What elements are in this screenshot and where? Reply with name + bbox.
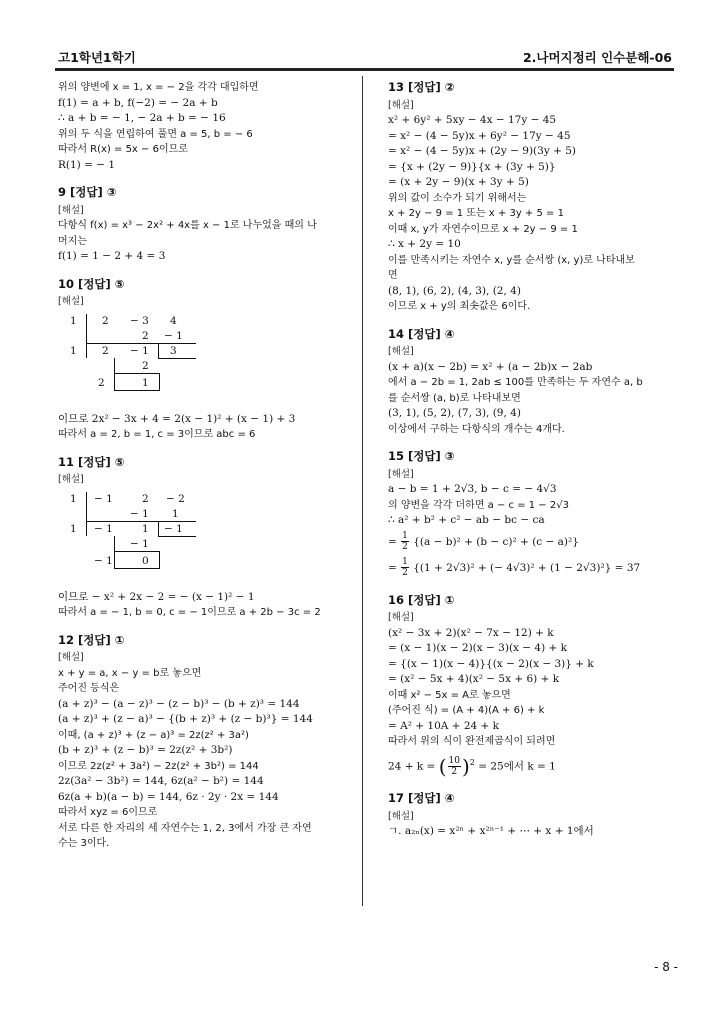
text-line: = (x² − 5x + 4)(x² − 5x + 6) + k <box>388 673 560 685</box>
haeseol-label: [해설] <box>58 652 84 663</box>
fraction <box>448 756 461 777</box>
synth-cell: − 1 <box>94 554 113 567</box>
synth-cell: − 1 <box>164 522 183 535</box>
text-line: 주어진 등식은 <box>58 683 120 694</box>
text-line: 머지는 <box>58 235 87 247</box>
haeseol-label: [해설] <box>58 474 84 485</box>
text-line: 이므로 x + y의 최솟값은 6이다. <box>388 301 531 312</box>
equation-body: {(a − b)² + (b − c)² + (c − a)²} <box>413 535 579 548</box>
header-rule <box>55 68 674 71</box>
text-line: 를 순서쌍 (a, b)로 나타내보면 <box>388 392 521 404</box>
numerator: 10 <box>448 755 460 766</box>
haeseol-label: [해설] <box>388 468 414 480</box>
synthetic-division <box>58 314 354 402</box>
text-line: 위의 값이 소수가 되기 위해서는 <box>388 192 527 204</box>
equals-sign: = <box>388 535 397 548</box>
text-line: 따라서 a = 2, b = 1, c = 3이므로 abc = 6 <box>58 429 256 440</box>
text-line: = (x + 2y − 9)(x + 3y + 5) <box>388 176 529 188</box>
text-line: ∴ x + 2y = 10 <box>388 238 461 250</box>
text-line: x² + 6y² + 5xy − 4x − 17y − 45 <box>388 114 557 126</box>
text-line: 이므로 2z(z² + 3a²) − 2z(z² + 3b²) = 144 <box>58 760 259 772</box>
text-line: 이를 만족시키는 자연수 x, y를 순서쌍 (x, y)로 나타내보 <box>388 254 635 266</box>
synth-rule <box>114 390 160 391</box>
synth-cell: 1 <box>172 507 179 520</box>
synth-cell: − 1 <box>94 522 113 535</box>
synth-rule <box>86 343 196 344</box>
haeseol-label: [해설] <box>388 612 414 623</box>
synth-cell: − 1 <box>164 329 183 342</box>
synth-rule <box>159 373 160 391</box>
synth-cell: 2 <box>102 344 109 357</box>
denominator: 2 <box>451 766 458 777</box>
text-line: 다항식 f(x) = x³ − 2x² + 4x를 x − 1로 나누었을 때의 나 <box>58 220 317 231</box>
equation-line <box>388 555 678 581</box>
question-17 <box>388 791 678 840</box>
synth-cell: 1 <box>142 522 149 535</box>
text-line: 따라서 R(x) = 5x − 6이므로 <box>58 144 188 155</box>
right-column <box>388 80 678 840</box>
synth-cell: 1 <box>70 344 77 357</box>
text-line: = {(x − 1)(x − 4)}{(x − 2)(x − 3)} + k <box>388 657 594 670</box>
synth-rule <box>114 536 115 569</box>
question-title: 9 [정답] ③ <box>58 185 117 199</box>
synth-cell: 4 <box>170 314 177 327</box>
denominator: 2 <box>402 542 408 552</box>
equation-suffix: = 25에서 k = 1 <box>478 760 556 772</box>
question-14 <box>388 327 678 438</box>
text-line: 6z(a + b)(a − b) = 144, 6z · 2y · 2x = 144 <box>58 790 279 803</box>
text-line: x + 2y − 9 = 1 또는 x + 3y + 5 = 1 <box>388 208 564 219</box>
text-line: = x² − (4 − 5y)x + 6y² − 17y − 45 <box>388 129 571 142</box>
equation-prefix: 24 + k = <box>388 760 436 772</box>
text-line: 2z(3a² − 3b²) = 144, 6z(a² − b²) = 144 <box>58 775 264 787</box>
text-line: (a + z)³ + (z − a)³ − {(b + z)³ + (z − b)³} = 144 <box>58 713 313 725</box>
text-line: R(1) = − 1 <box>58 158 116 171</box>
text-line: 서로 다른 한 자리의 세 자연수는 1, 2, 3에서 가장 큰 자연 <box>58 822 312 834</box>
text-line: 따라서 위의 식이 완전제곱식이 되려면 <box>388 736 556 747</box>
synth-cell: 1 <box>70 522 77 535</box>
question-title: 14 [정답] ④ <box>388 326 455 341</box>
text-line: (a + z)³ − (a − z)³ − (z − b)³ − (b + z)³ = 144 <box>58 697 300 710</box>
text-line: 에서 a − 2b = 1, 2ab ≤ 100를 만족하는 두 자연수 a, b <box>388 377 643 388</box>
synth-rule <box>158 536 196 537</box>
synth-cell: − 1 <box>130 344 149 357</box>
synth-rule <box>114 551 160 552</box>
denominator: 2 <box>402 568 408 578</box>
left-column <box>58 80 354 852</box>
column-divider <box>362 76 363 906</box>
text-line: x + y = a, x − y = b로 놓으면 <box>58 667 202 679</box>
text-line: (x + a)(x − 2b) = x² + (a − 2b)x − 2ab <box>388 360 593 373</box>
question-11 <box>58 455 354 621</box>
text-line: f(1) = 1 − 2 + 4 = 3 <box>58 250 166 262</box>
text-line: a − b = 1 + 2√3, b − c = − 4√3 <box>388 483 557 495</box>
text-line: 이때 x, y가 자연수이므로 x + 2y − 9 = 1 <box>388 223 578 235</box>
synthetic-division <box>58 492 354 580</box>
text-line: 이때, (a + z)³ + (z − a)³ = 2z(z² + 3a²) <box>58 729 249 741</box>
text-line: (b + z)³ + (z − b)³ = 2z(z² + 3b²) <box>58 744 233 756</box>
synth-cell: 1 <box>70 492 77 505</box>
equation-line <box>388 529 678 555</box>
question-13 <box>388 80 678 315</box>
text-line: 따라서 xyz = 6이므로 <box>58 807 158 818</box>
header-left-title: 고1학년1학기 <box>58 50 136 65</box>
text-line: 면 <box>388 270 398 281</box>
equation-line: 24 + k = ( $\frac{10}{2}$ )$^2$ = 25에서 k = 1 <box>388 754 556 778</box>
question-title: 15 [정답] ③ <box>388 449 455 463</box>
text-line: 위의 두 식을 연립하여 풀면 a = 5, b = − 6 <box>58 128 253 140</box>
question-title: 17 [정답] ④ <box>388 791 455 805</box>
question-9 <box>58 185 354 265</box>
fraction <box>401 557 409 578</box>
haeseol-label: [해설] <box>388 346 414 357</box>
text-line: ㄱ. a₂ₙ(x) = x²ⁿ + x²ⁿ⁻¹ + ⋯ + x + 1에서 <box>388 825 594 837</box>
synth-cell: 1 <box>142 376 149 389</box>
question-title: 10 [정답] ⑤ <box>58 276 125 291</box>
synth-cell: 3 <box>170 344 177 357</box>
question-title: 12 [정답] ① <box>58 632 125 647</box>
numerator: 1 <box>402 557 408 567</box>
synth-rule <box>158 522 159 537</box>
synth-cell: − 2 <box>166 492 185 505</box>
question-title: 11 [정답] ⑤ <box>58 454 125 469</box>
synth-rule <box>114 358 115 391</box>
question-12 <box>58 633 354 852</box>
text-line: = (x − 1)(x − 2)(x − 3)(x − 4) + k <box>388 642 568 654</box>
synth-cell: 2 <box>102 314 109 327</box>
equals-sign: = <box>388 561 397 574</box>
haeseol-label: [해설] <box>58 204 84 216</box>
synth-cell: 1 <box>70 314 77 327</box>
text-line: f(1) = a + b, f(−2) = − 2a + b <box>58 96 218 109</box>
synth-cell: 2 <box>98 376 105 389</box>
haeseol-label: [해설] <box>388 810 414 822</box>
synth-rule <box>86 521 196 522</box>
haeseol-label: [해설] <box>388 99 414 111</box>
intro-block <box>58 80 354 173</box>
page-number: - 8 - <box>654 960 678 974</box>
text-line: (8, 1), (6, 2), (4, 3), (2, 4) <box>388 284 521 297</box>
text-line: = A² + 10A + 24 + k <box>388 719 500 732</box>
paren-close: ) <box>461 754 470 778</box>
synth-rule <box>158 344 159 359</box>
text-line: (3, 1), (5, 2), (7, 3), (9, 4) <box>388 407 521 419</box>
text-line: 위의 양변에 x = 1, x = − 2을 각각 대입하면 <box>58 82 259 93</box>
fraction <box>401 531 409 552</box>
synth-rule <box>114 373 160 374</box>
paren-open: ( <box>438 754 447 778</box>
text-line: ∴ a² + b² + c² − ab − bc − ca <box>388 514 545 526</box>
text-line: ∴ a + b = − 1, − 2a + b = − 16 <box>58 112 226 124</box>
synth-cell: 2 <box>142 359 149 372</box>
question-16 <box>388 593 678 780</box>
text-line: = x² − (4 − 5y)x + (2y − 9)(3y + 5) <box>388 145 577 157</box>
question-15 <box>388 449 678 581</box>
text-line: 이므로 2x² − 3x + 4 = 2(x − 1)² + (x − 1) + 3 <box>58 412 296 425</box>
synth-cell: − 3 <box>130 314 149 327</box>
synth-cell: 2 <box>142 329 149 342</box>
text-line: (x² − 3x + 2)(x² − 7x − 12) + k <box>388 626 554 639</box>
synth-rule <box>158 358 196 359</box>
text-line: 수는 3이다. <box>58 838 110 849</box>
synth-cell: 0 <box>142 554 149 567</box>
synth-cell: − 1 <box>94 492 113 505</box>
haeseol-label: [해설] <box>58 296 84 307</box>
text-line: 이때 x² − 5x = A로 놓으면 <box>388 689 511 701</box>
numerator: 1 <box>402 531 408 541</box>
synth-cell: − 1 <box>130 537 149 550</box>
text-line: = {x + (2y − 9)}{x + (3y + 5)} <box>388 160 556 173</box>
header-right-title: 2.나머지정리 인수분해-06 <box>522 50 672 65</box>
text-line: 의 양변을 각각 더하면 a − c = 1 − 2√3 <box>388 499 569 511</box>
question-title: 16 [정답] ① <box>388 592 455 607</box>
synth-rule <box>114 568 160 569</box>
question-10 <box>58 277 354 443</box>
question-title: 13 [정답] ② <box>388 80 455 94</box>
equation-body: {(1 + 2√3)² + (− 4√3)² + (1 − 2√3)²} = 37 <box>413 561 641 574</box>
synth-rule <box>159 551 160 569</box>
text-line: 이상에서 구하는 다항식의 개수는 4개다. <box>388 423 565 435</box>
text-line: (주어진 식) = (A + 4)(A + 6) + k <box>388 705 545 716</box>
synth-cell: − 1 <box>130 507 149 520</box>
synth-cell: 2 <box>142 492 149 505</box>
text-line: 따라서 a = − 1, b = 0, c = − 1이므로 a + 2b − 3c = 2 <box>58 607 321 618</box>
synth-rule <box>86 314 87 358</box>
text-line: 이므로 − x² + 2x − 2 = − (x − 1)² − 1 <box>58 590 255 603</box>
synth-rule <box>86 492 87 536</box>
